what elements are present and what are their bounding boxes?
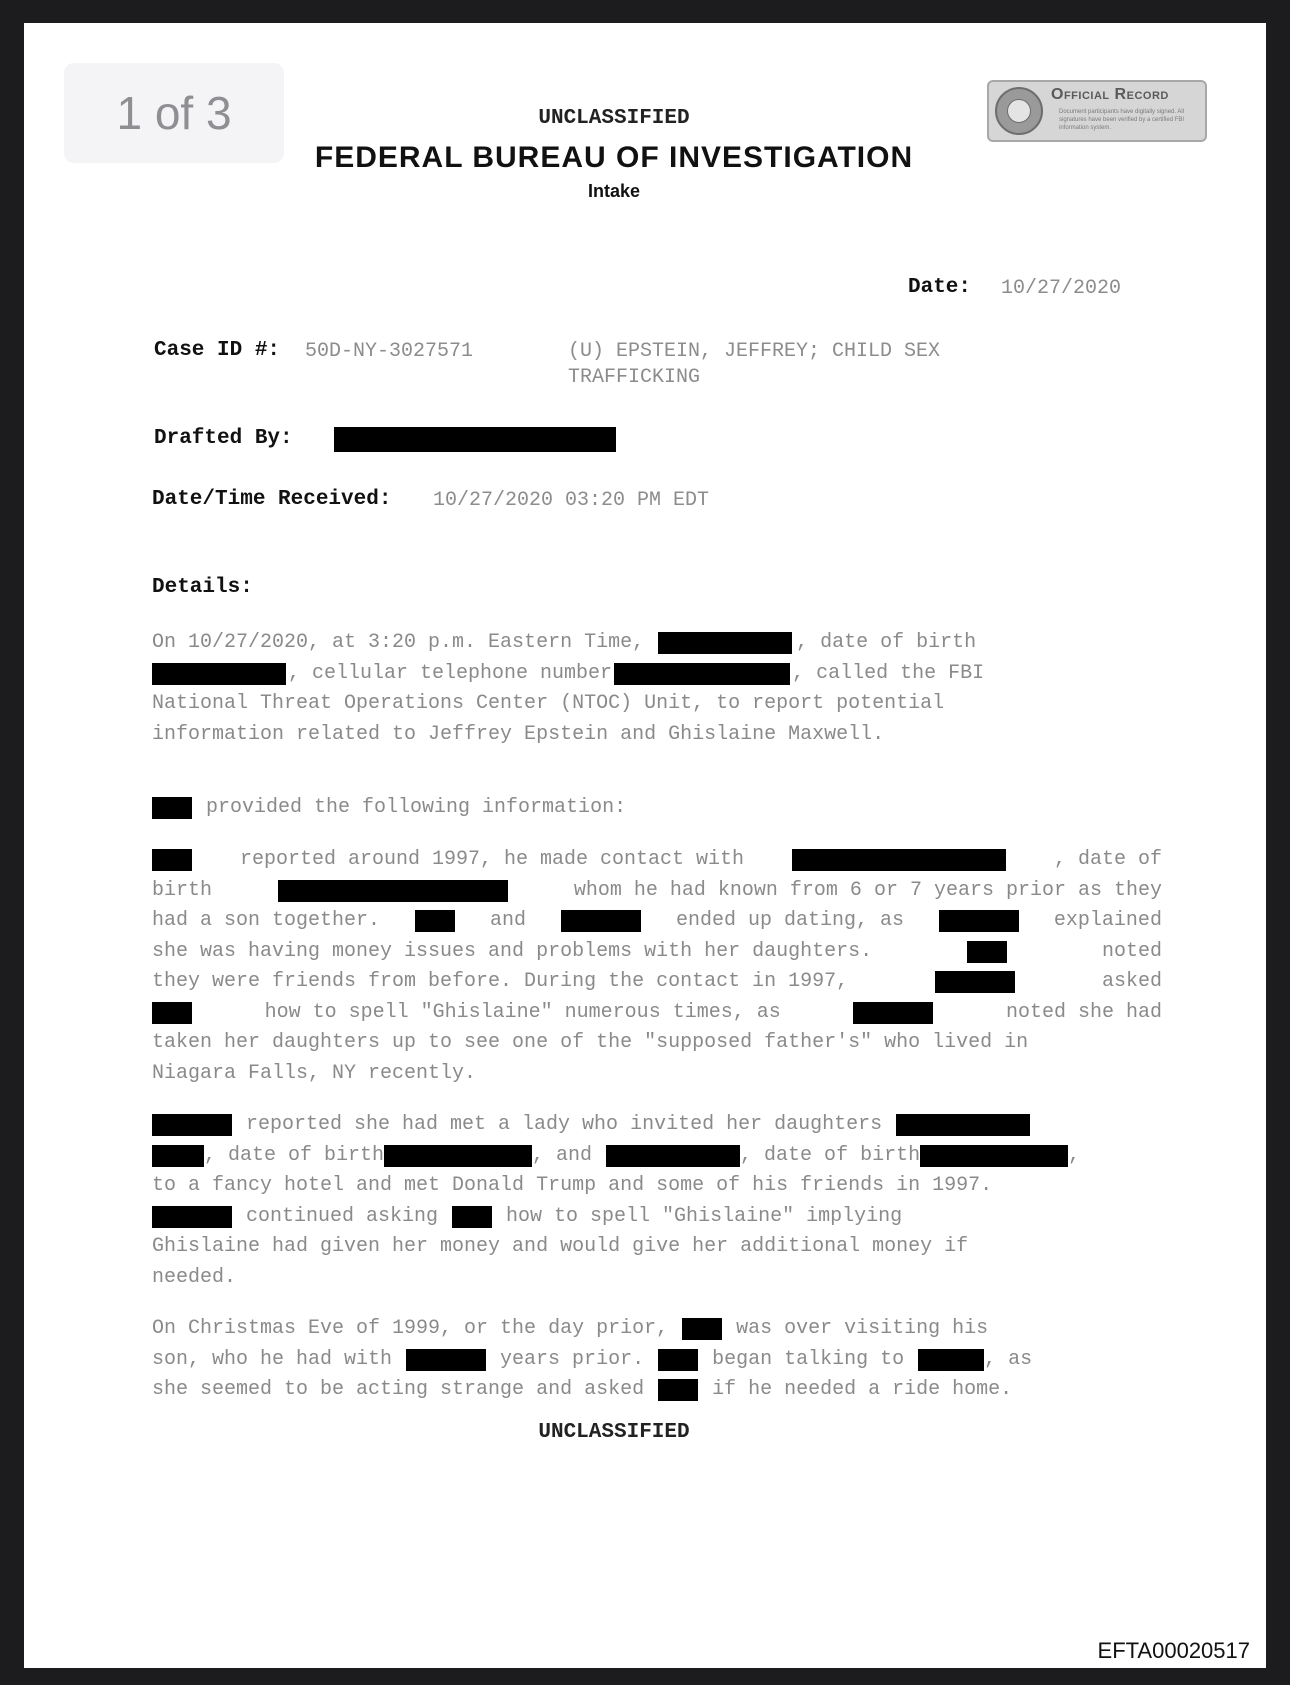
redaction [939, 910, 1019, 932]
details-paragraph-4: reported she had met a lady who invited her daughters , date of birth , and , date of birth , to a fancy hotel and met Donald Trump and some of his friends in 1997. continued asking how to spell "Ghislaine" implying Ghislaine had given her money and would give her additional money if needed. [152, 1113, 1081, 1289]
redaction [658, 1349, 698, 1371]
redaction [918, 1349, 984, 1371]
redaction [658, 632, 792, 654]
drafted-by-label: Drafted By: [154, 427, 293, 450]
case-id-label: Case ID #: [154, 339, 281, 362]
seal-title: Official Record [1051, 86, 1169, 103]
redaction [935, 971, 1015, 993]
redaction [606, 1145, 740, 1167]
redaction [658, 1379, 698, 1401]
classification-bottom: UNCLASSIFIED [538, 1421, 690, 1444]
details-paragraph-2: provided the following information: [152, 793, 1162, 824]
details-label: Details: [152, 576, 253, 599]
details-paragraph-1: On 10/27/2020, at 3:20 p.m. Eastern Time, , date of birth , cellular telephone number , called the FBI National Threat Operations Center (NTOC) Unit, to report potential information related to Jeffrey Epstein and Ghislaine Maxwell. [152, 631, 985, 746]
page-counter: 1 of 3 [64, 63, 284, 163]
redaction [682, 1318, 722, 1340]
received-value: 10/27/2020 03:20 PM EDT [433, 489, 710, 512]
case-title-line-1: (U) EPSTEIN, JEFFREY; CHILD SEX [568, 340, 941, 363]
redaction [792, 849, 1006, 871]
redaction [896, 1114, 1030, 1136]
redaction [152, 849, 192, 871]
date-label: Date: [908, 276, 972, 299]
redaction [853, 1002, 933, 1024]
redaction [152, 1114, 232, 1136]
redaction [415, 910, 455, 932]
redaction [561, 910, 641, 932]
classification-top: UNCLASSIFIED [538, 107, 690, 130]
redaction [452, 1206, 492, 1228]
case-title-line-2: TRAFFICKING [568, 366, 701, 389]
case-id-value: 50D-NY-3027571 [305, 340, 474, 363]
fbi-seal-icon [995, 87, 1043, 135]
redaction [384, 1145, 532, 1167]
redaction-drafter [334, 427, 616, 452]
redaction [152, 797, 192, 819]
redaction [406, 1349, 486, 1371]
details-paragraph-5: On Christmas Eve of 1999, or the day prior, was over visiting his son, who he had with years prior. began talking to , as she seemed to be acting strange and asked if he needed a ride home. [152, 1317, 1033, 1401]
redaction [152, 1145, 204, 1167]
document-id: EFTA00020517 [1097, 1638, 1250, 1663]
seal-text: Document participants have digitally signed. All signatures have been verified by a certified FBI information system. [1059, 109, 1185, 131]
redaction [920, 1145, 1068, 1167]
form-type: Intake [587, 181, 641, 201]
details-paragraph-3: reported around 1997, he made contact with , date of birth whom he had known from 6 or 7 years prior as they had a son together. and ended up dating, as explained she was having money issues and problems with her daughters. noted they were friends from before. During the contact in 1997, asked how to spell "Ghislaine" numerous times, as noted she had taken her daughters up to see one of the "supposed father's" who lived in Niagara Falls, NY recently. [152, 848, 1162, 1085]
agency-title: FEDERAL BUREAU OF INVESTIGATION [314, 141, 914, 174]
official-record-seal [987, 80, 1207, 142]
redaction [967, 941, 1007, 963]
date-value: 10/27/2020 [1001, 277, 1122, 300]
redaction [152, 1002, 192, 1024]
redaction [614, 663, 790, 685]
redaction [152, 1206, 232, 1228]
document-page [24, 23, 1266, 1668]
received-label: Date/Time Received: [152, 488, 392, 511]
redaction [152, 663, 286, 685]
redaction [278, 880, 508, 902]
